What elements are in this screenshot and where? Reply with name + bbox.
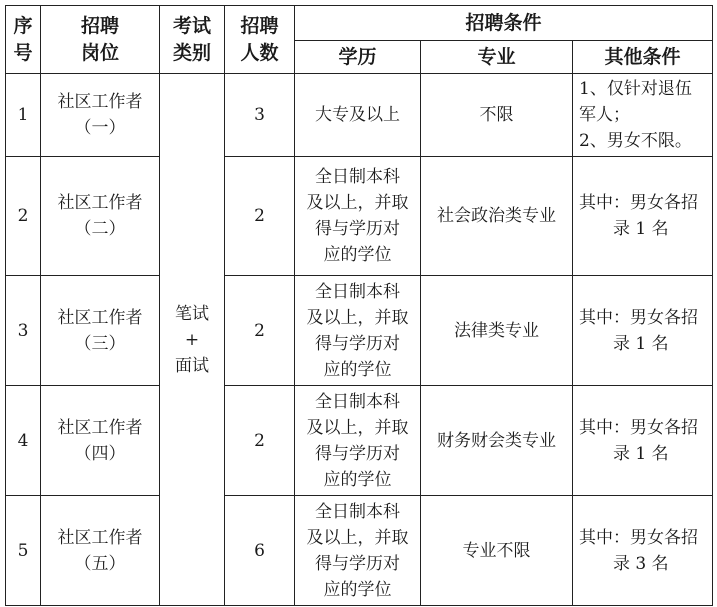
header-position-line2: 岗位 <box>80 41 119 64</box>
row-education-line: 得与学历对 <box>315 333 400 354</box>
row-count: 2 <box>225 157 295 276</box>
row-education-line: 及以上，并取 <box>306 527 409 548</box>
row-education <box>295 157 421 276</box>
header-row-1 <box>6 6 713 41</box>
header-education: 学历 <box>295 41 421 74</box>
header-other: 其他条件 <box>573 41 713 74</box>
row-education-line: 全日制本科 <box>315 167 400 187</box>
row-index: 1 <box>6 74 41 157</box>
row-other-line: 录 1 名 <box>613 219 669 239</box>
recruitment-table-container <box>5 5 713 606</box>
header-position-line1: 招聘 <box>80 14 119 37</box>
header-count-line2: 人数 <box>240 41 279 64</box>
row-other-line: 录 3 名 <box>613 553 669 574</box>
row-position <box>41 157 160 276</box>
row-position-name: 社区工作者 <box>57 193 143 213</box>
table-row <box>6 276 713 386</box>
row-count: 3 <box>225 74 295 157</box>
row-education <box>295 386 421 496</box>
row-position-name: 社区工作者 <box>57 92 143 112</box>
row-major: 不限 <box>421 74 573 157</box>
header-count <box>225 6 295 74</box>
header-conditions: 招聘条件 <box>295 6 713 41</box>
row-other-line: 1、仅针对退伍 <box>579 79 692 99</box>
row-education-line: 得与学历对 <box>315 553 400 574</box>
row-position <box>41 74 160 157</box>
row-other-line: 其中：男女各招 <box>579 417 698 438</box>
row-major: 法律类专业 <box>421 276 573 386</box>
row-education-line: 应的学位 <box>323 579 392 600</box>
row-index: 3 <box>6 276 41 386</box>
row-education-line: 大专及以上 <box>315 105 400 125</box>
row-major: 财务财会类专业 <box>421 386 573 496</box>
row-position-number: （一） <box>74 118 126 138</box>
header-index-line2: 号 <box>13 41 33 64</box>
row-position <box>41 496 160 606</box>
header-index-line1: 序 <box>13 14 33 37</box>
row-education-line: 应的学位 <box>323 469 392 490</box>
row-position-number: （二） <box>74 219 126 239</box>
exam-type-line1: 笔试 <box>175 303 209 324</box>
recruitment-table <box>5 5 713 606</box>
row-major: 专业不限 <box>421 496 573 606</box>
table-row <box>6 74 713 157</box>
row-education-line: 全日制本科 <box>315 391 400 412</box>
table-row <box>6 386 713 496</box>
row-position-name: 社区工作者 <box>57 527 143 548</box>
row-education-line: 应的学位 <box>323 359 392 380</box>
header-position <box>41 6 160 74</box>
row-education <box>295 276 421 386</box>
row-other <box>573 496 713 606</box>
row-count: 2 <box>225 276 295 386</box>
row-other <box>573 276 713 386</box>
row-position-number: （三） <box>74 333 126 354</box>
header-exam-type <box>160 6 225 74</box>
row-major: 社会政治类专业 <box>421 157 573 276</box>
header-exam-line1: 考试 <box>172 14 211 37</box>
row-education-line: 及以上，并取 <box>306 193 409 213</box>
row-other-line: 录 1 名 <box>613 443 669 464</box>
row-count: 6 <box>225 496 295 606</box>
row-other <box>573 74 713 157</box>
row-index: 4 <box>6 386 41 496</box>
table-row <box>6 157 713 276</box>
row-education-line: 得与学历对 <box>315 219 400 239</box>
row-position <box>41 386 160 496</box>
row-education-line: 全日制本科 <box>315 281 400 302</box>
header-index <box>6 6 41 74</box>
exam-type-line2: + <box>184 329 200 350</box>
header-count-line1: 招聘 <box>240 14 279 37</box>
row-index: 5 <box>6 496 41 606</box>
row-education-line: 应的学位 <box>323 245 392 265</box>
row-count: 2 <box>225 386 295 496</box>
row-index: 2 <box>6 157 41 276</box>
row-other-line: 军人； <box>579 105 630 125</box>
row-position-number: （四） <box>74 443 126 464</box>
row-position-number: （五） <box>74 553 126 574</box>
row-other <box>573 386 713 496</box>
row-education-line: 及以上，并取 <box>306 417 409 438</box>
header-exam-line2: 类别 <box>172 41 211 64</box>
row-position-name: 社区工作者 <box>57 417 143 438</box>
row-other-line: 其中：男女各招 <box>579 527 698 548</box>
row-other <box>573 157 713 276</box>
row-other-line: 2、男女不限。 <box>579 131 692 151</box>
row-other-line: 录 1 名 <box>613 333 669 354</box>
row-education-line: 及以上，并取 <box>306 307 409 328</box>
row-education-line: 全日制本科 <box>315 501 400 522</box>
header-major: 专业 <box>421 41 573 74</box>
row-position <box>41 276 160 386</box>
row-position-name: 社区工作者 <box>57 307 143 328</box>
row-education-line: 得与学历对 <box>315 443 400 464</box>
exam-type-line3: 面试 <box>175 355 209 376</box>
row-education <box>295 74 421 157</box>
row-other-line: 其中：男女各招 <box>579 193 698 213</box>
exam-type-cell <box>160 74 225 606</box>
row-other-line: 其中：男女各招 <box>579 307 698 328</box>
table-row <box>6 496 713 606</box>
row-education <box>295 496 421 606</box>
